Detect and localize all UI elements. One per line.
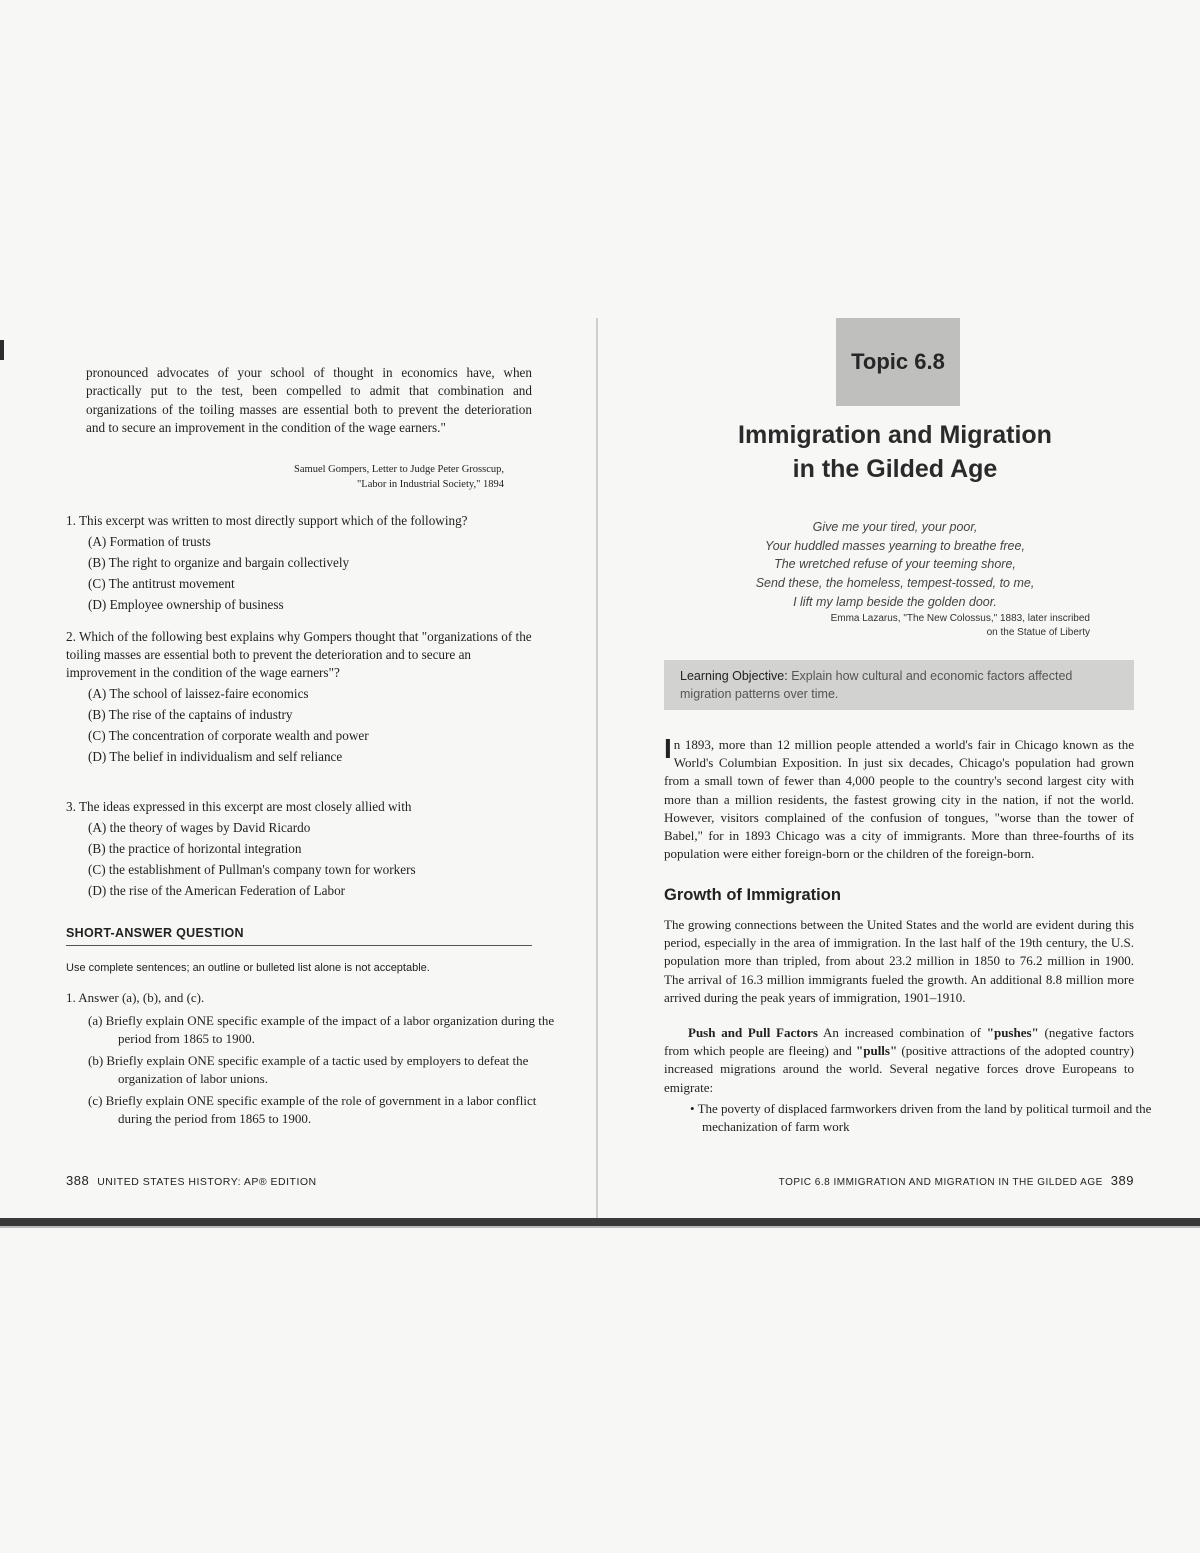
page-number-left: 388 <box>66 1173 90 1188</box>
saq-part-a: (a) Briefly explain ONE specific example of the impact of a labor organization during the period from 1865 to 1900. <box>88 1013 555 1046</box>
left-page-footer <box>66 1173 317 1188</box>
poem-line: Send these, the homeless, tempest-tossed, to me, <box>755 576 1035 591</box>
bullet-text: The poverty of displaced farmworkers driven from the land by political turmoil and the mechanization of farm work <box>697 1101 1152 1134</box>
topic-label: Topic 6.8 <box>851 349 945 374</box>
page-number-right: 389 <box>1110 1173 1134 1188</box>
choice-b: (B) The rise of the captains of industry <box>88 707 293 722</box>
growth-paragraph: The growing connections between the United States and the world are evident during this period, especially in the area of immigration. In the last half of the 19th century, the U.S. population more than tripled, from about 23.2 million in 1850 to 76.2 million in 1900. The arrival of 16.3 million immigrants fueled the growth. An additional 8.8 million more arrived during the peak years of immigration, 1901–1910. <box>664 917 1134 1005</box>
attribution-line-1: Samuel Gompers, Letter to Judge Peter Grosscup, <box>294 464 504 475</box>
poem-attribution-line-2: on the Statue of Liberty <box>986 627 1090 638</box>
topic-label-box <box>836 318 960 406</box>
saq-heading: SHORT-ANSWER QUESTION <box>66 926 532 946</box>
push-pull-heading: Push and Pull Factors <box>688 1025 818 1040</box>
choice-a: (A) the theory of wages by David Ricardo <box>88 820 311 835</box>
push-pull-text-3: (positive attractions of the adopted country) increased migrations around the world. Several negative forces drove Europeans to emigrate: <box>664 1043 1134 1095</box>
book-title-footer: UNITED STATES HISTORY: AP® EDITION <box>97 1176 317 1188</box>
poem-attribution <box>760 612 1090 640</box>
pushes-term: "pushes" <box>986 1025 1039 1040</box>
saq-part-b: (b) Briefly explain ONE specific example of a tactic used by employers to defeat the organization of labor unions. <box>88 1053 529 1086</box>
poem-line: I lift my lamp beside the golden door. <box>793 594 997 609</box>
saq-answer-prompt: 1. Answer (a), (b), and (c). <box>66 990 205 1005</box>
right-page-footer <box>776 1173 1134 1188</box>
choice-c: (C) the establishment of Pullman's company town for workers <box>88 862 416 877</box>
poem-attribution-line-1: Emma Lazarus, "The New Colossus," 1883, later inscribed <box>830 613 1090 624</box>
attribution-line-2: "Labor in Industrial Society," 1894 <box>357 479 504 490</box>
poem-line: Your huddled masses yearning to breathe free, <box>765 538 1025 553</box>
chapter-title <box>690 418 1100 486</box>
learning-objective <box>680 667 1126 703</box>
chapter-footer-text: TOPIC 6.8 IMMIGRATION AND MIGRATION IN THE GILDED AGE <box>778 1177 1103 1188</box>
question-3 <box>66 798 536 900</box>
drop-cap: I <box>664 733 672 764</box>
gompers-quote: pronounced advocates of your school of thought in economics have, when practically put to the test, been compelled to admit that combination and organizations of the toiling masses are essential both to prevent the deterioration and to secure an improvement in the condition of the wage earners." <box>86 365 532 435</box>
poem-line: The wretched refuse of your teeming shore, <box>774 557 1016 572</box>
saq-part-c: (c) Briefly explain ONE specific example of the role of government in a labor conflict during the period from 1865 to 1900. <box>88 1093 537 1126</box>
book-spine <box>596 318 598 1218</box>
choice-d: (D) the rise of the American Federation of Labor <box>88 883 346 898</box>
choice-c: (C) The concentration of corporate wealth and power <box>88 728 369 743</box>
push-pull-text-2: (negative factors from which people are fleeing) and <box>664 1025 1134 1059</box>
page-bottom-edge-shadow <box>0 1226 1200 1228</box>
question-2 <box>66 628 536 766</box>
scan-edge-mark <box>0 340 4 360</box>
question-stem: 1. This excerpt was written to most directly support which of the following? <box>66 513 468 528</box>
poem-line: Give me your tired, your poor, <box>812 520 978 534</box>
choice-b: (B) The right to organize and bargain collectively <box>88 555 350 570</box>
title-line-1: Immigration and Migration <box>738 421 1052 449</box>
question-1 <box>66 512 536 614</box>
choice-d: (D) The belief in individualism and self reliance <box>88 749 343 764</box>
pulls-term: "pulls" <box>856 1043 898 1059</box>
learning-objective-text: Explain how cultural and economic factors affected migration patterns over time. <box>680 669 1073 701</box>
choice-a: (A) Formation of trusts <box>88 534 211 549</box>
section-heading: Growth of Immigration <box>664 886 841 904</box>
choice-a: (A) The school of laissez-faire economics <box>88 686 309 701</box>
push-pull-text-1: An increased combination of <box>817 1025 987 1040</box>
saq-instructions: Use complete sentences; an outline or bulleted list alone is not acceptable. <box>66 962 430 974</box>
quote-attribution <box>240 462 504 492</box>
choice-d: (D) Employee ownership of business <box>88 597 284 612</box>
push-pull-paragraph <box>664 1024 1134 1097</box>
question-stem: 3. The ideas expressed in this excerpt are most closely allied with <box>66 799 412 814</box>
intro-paragraph <box>664 733 1134 863</box>
bullet-glyph: • <box>690 1101 698 1116</box>
choice-c: (C) The antitrust movement <box>88 576 235 591</box>
learning-objective-label: Learning Objective: <box>680 669 788 683</box>
list-item <box>684 1100 1152 1136</box>
page-bottom-edge <box>0 1218 1200 1226</box>
epigraph-poem <box>700 518 1090 612</box>
question-stem: 2. Which of the following best explains why Gompers thought that "organizations of the toiling masses are essential both to prevent the deterioration and to secure an improvement in the condition of the wage earners"? <box>66 629 532 680</box>
title-line-2: in the Gilded Age <box>792 455 998 483</box>
intro-text: n 1893, more than 12 million people attended a world's fair in Chicago known as the World's Columbian Exposition. In just six decades, Chicago's population had grown from a small town of fewer than 4,000 people to the country's second largest city with more than a million residents, the fastest growing city in the nation, if not the world. However, visitors complained of the confusion of tongues, "worse than the tower of Babel," for in 1893 Chicago was a city of immigrants. More than three-fourths of its population were either foreign-born or the children of the foreign-born. <box>664 737 1134 862</box>
choice-b: (B) the practice of horizontal integration <box>88 841 302 856</box>
